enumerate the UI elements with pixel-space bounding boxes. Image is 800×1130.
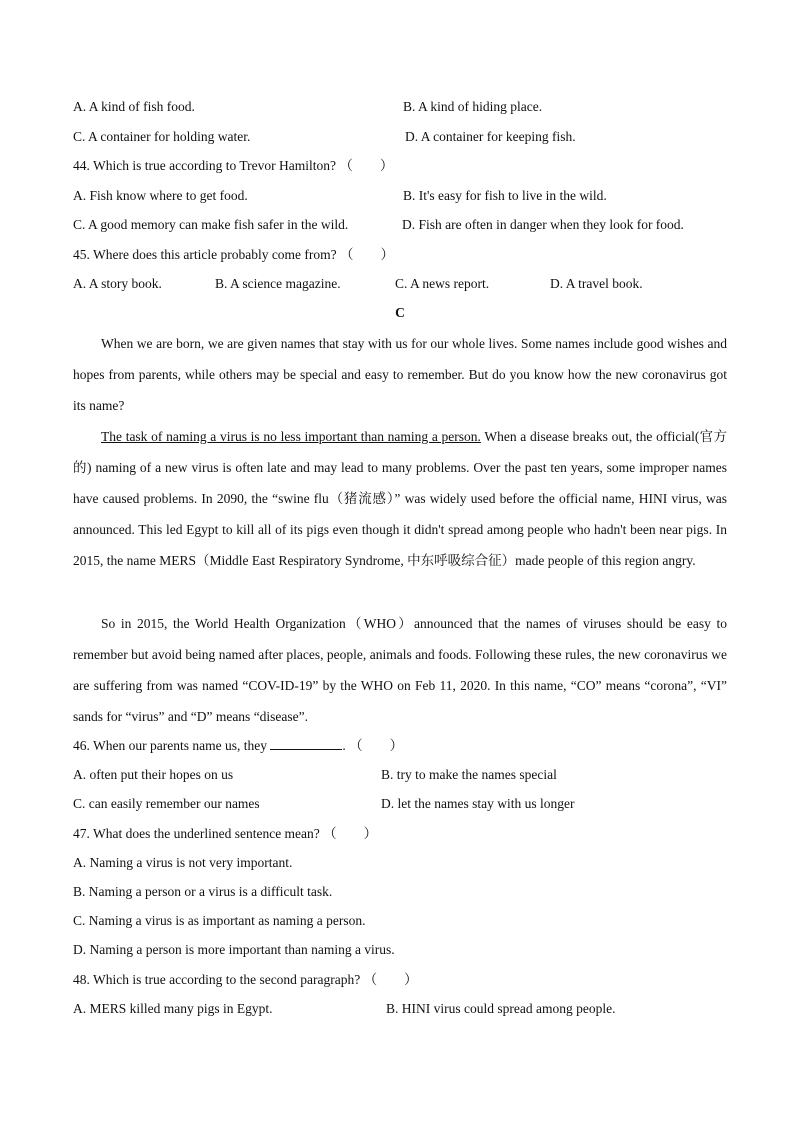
passage-paragraph-1: [73, 328, 727, 421]
q43-option-b: B. A kind of hiding place.: [403, 99, 543, 114]
q43-option-a: A. A kind of fish food.: [73, 99, 195, 114]
q43-options-row-1: [73, 98, 727, 116]
q43-option-d: D. A container for keeping fish.: [405, 129, 576, 144]
q44-options-row-1: [73, 187, 727, 205]
q46-stem: [73, 737, 403, 755]
q46-option-a: A. often put their hopes on us: [73, 767, 234, 782]
q43-option-c: C. A container for holding water.: [73, 129, 251, 144]
q47-option-b: B. Naming a person or a virus is a difficult task.: [73, 884, 333, 899]
q46-options-row-2: [73, 795, 727, 813]
answer-blank: [270, 737, 342, 750]
q48-options-row-1: [73, 1000, 727, 1018]
q48-option-b: B. HINI virus could spread among people.: [386, 1001, 616, 1016]
q45-option-d: D. A travel book.: [550, 276, 643, 291]
q44-option-b: B. It's easy for fish to live in the wild.: [403, 188, 607, 203]
underlined-sentence: The task of naming a virus is no less important than naming a person.: [101, 429, 481, 444]
q46-options-row-1: [73, 766, 727, 784]
q47-stem: 47. What does the underlined sentence mean? （ ）: [73, 826, 378, 841]
q47-option-d: D. Naming a person is more important than naming a virus.: [73, 942, 395, 957]
q45-stem: 45. Where does this article probably come from? （ ）: [73, 247, 395, 262]
passage-paragraph-3: [73, 608, 727, 732]
q46-stem-end: . （ ）: [342, 738, 404, 753]
passage-paragraph-2: [73, 421, 727, 576]
q47-option-a: A. Naming a virus is not very important.: [73, 855, 293, 870]
q44-option-a: A. Fish know where to get food.: [73, 188, 248, 203]
q45-options-row: [73, 275, 727, 293]
q44-option-d: D. Fish are often in danger when they look for food.: [402, 217, 684, 232]
q45-option-b: B. A science magazine.: [215, 276, 341, 291]
q44-option-c: C. A good memory can make fish safer in the wild.: [73, 217, 349, 232]
q48-option-a: A. MERS killed many pigs in Egypt.: [73, 1001, 273, 1016]
q48-stem: 48. Which is true according to the second paragraph? （ ）: [73, 972, 418, 987]
passage-paragraph-1-text: When we are born, we are given names that stay with us for our whole lives. Some names include good wishes and hopes from parents, while others may be special and easy to remember. But do you know how the new coronavirus got its name?: [73, 336, 727, 413]
section-heading-c: C: [395, 305, 405, 320]
q46-option-d: D. let the names stay with us longer: [381, 796, 575, 811]
q45-option-c: C. A news report.: [395, 276, 490, 291]
q46-stem-start: 46. When our parents name us, they: [73, 738, 271, 753]
passage-paragraph-2-text: When a disease breaks out, the official(官方的) naming of a new virus is often late and may lead to many problems. Over the past ten years, some improper names have caused problems. In 2090, the “swine flu（猪流感）” was widely used before the official name, HINI virus, was announced. This led Egypt to kill all of its pigs even though it didn't spread among people who hadn't been near pigs. In 2015, the name MERS（Middle East Respiratory Syndrome, 中东呼吸综合征）made people of this region angry.: [73, 429, 727, 568]
q44-options-row-2: [73, 216, 727, 234]
q46-option-b: B. try to make the names special: [381, 767, 557, 782]
q44-stem: 44. Which is true according to Trevor Hamilton? （ ）: [73, 158, 394, 173]
passage-paragraph-3-text: So in 2015, the World Health Organization（WHO）announced that the names of viruses should be easy to remember but avoid being named after places, people, animals and foods. Following these rules, the new coronavirus we are suffering from was named “COV-ID-19” by the WHO on Feb 11, 2020. In this name, “CO” means “corona”, “VI” sands for “virus” and “D” means “disease”.: [73, 616, 727, 724]
q46-option-c: C. can easily remember our names: [73, 796, 260, 811]
q45-option-a: A. A story book.: [73, 276, 162, 291]
q43-options-row-2: [73, 128, 727, 146]
q47-option-c: C. Naming a virus is as important as naming a person.: [73, 913, 366, 928]
